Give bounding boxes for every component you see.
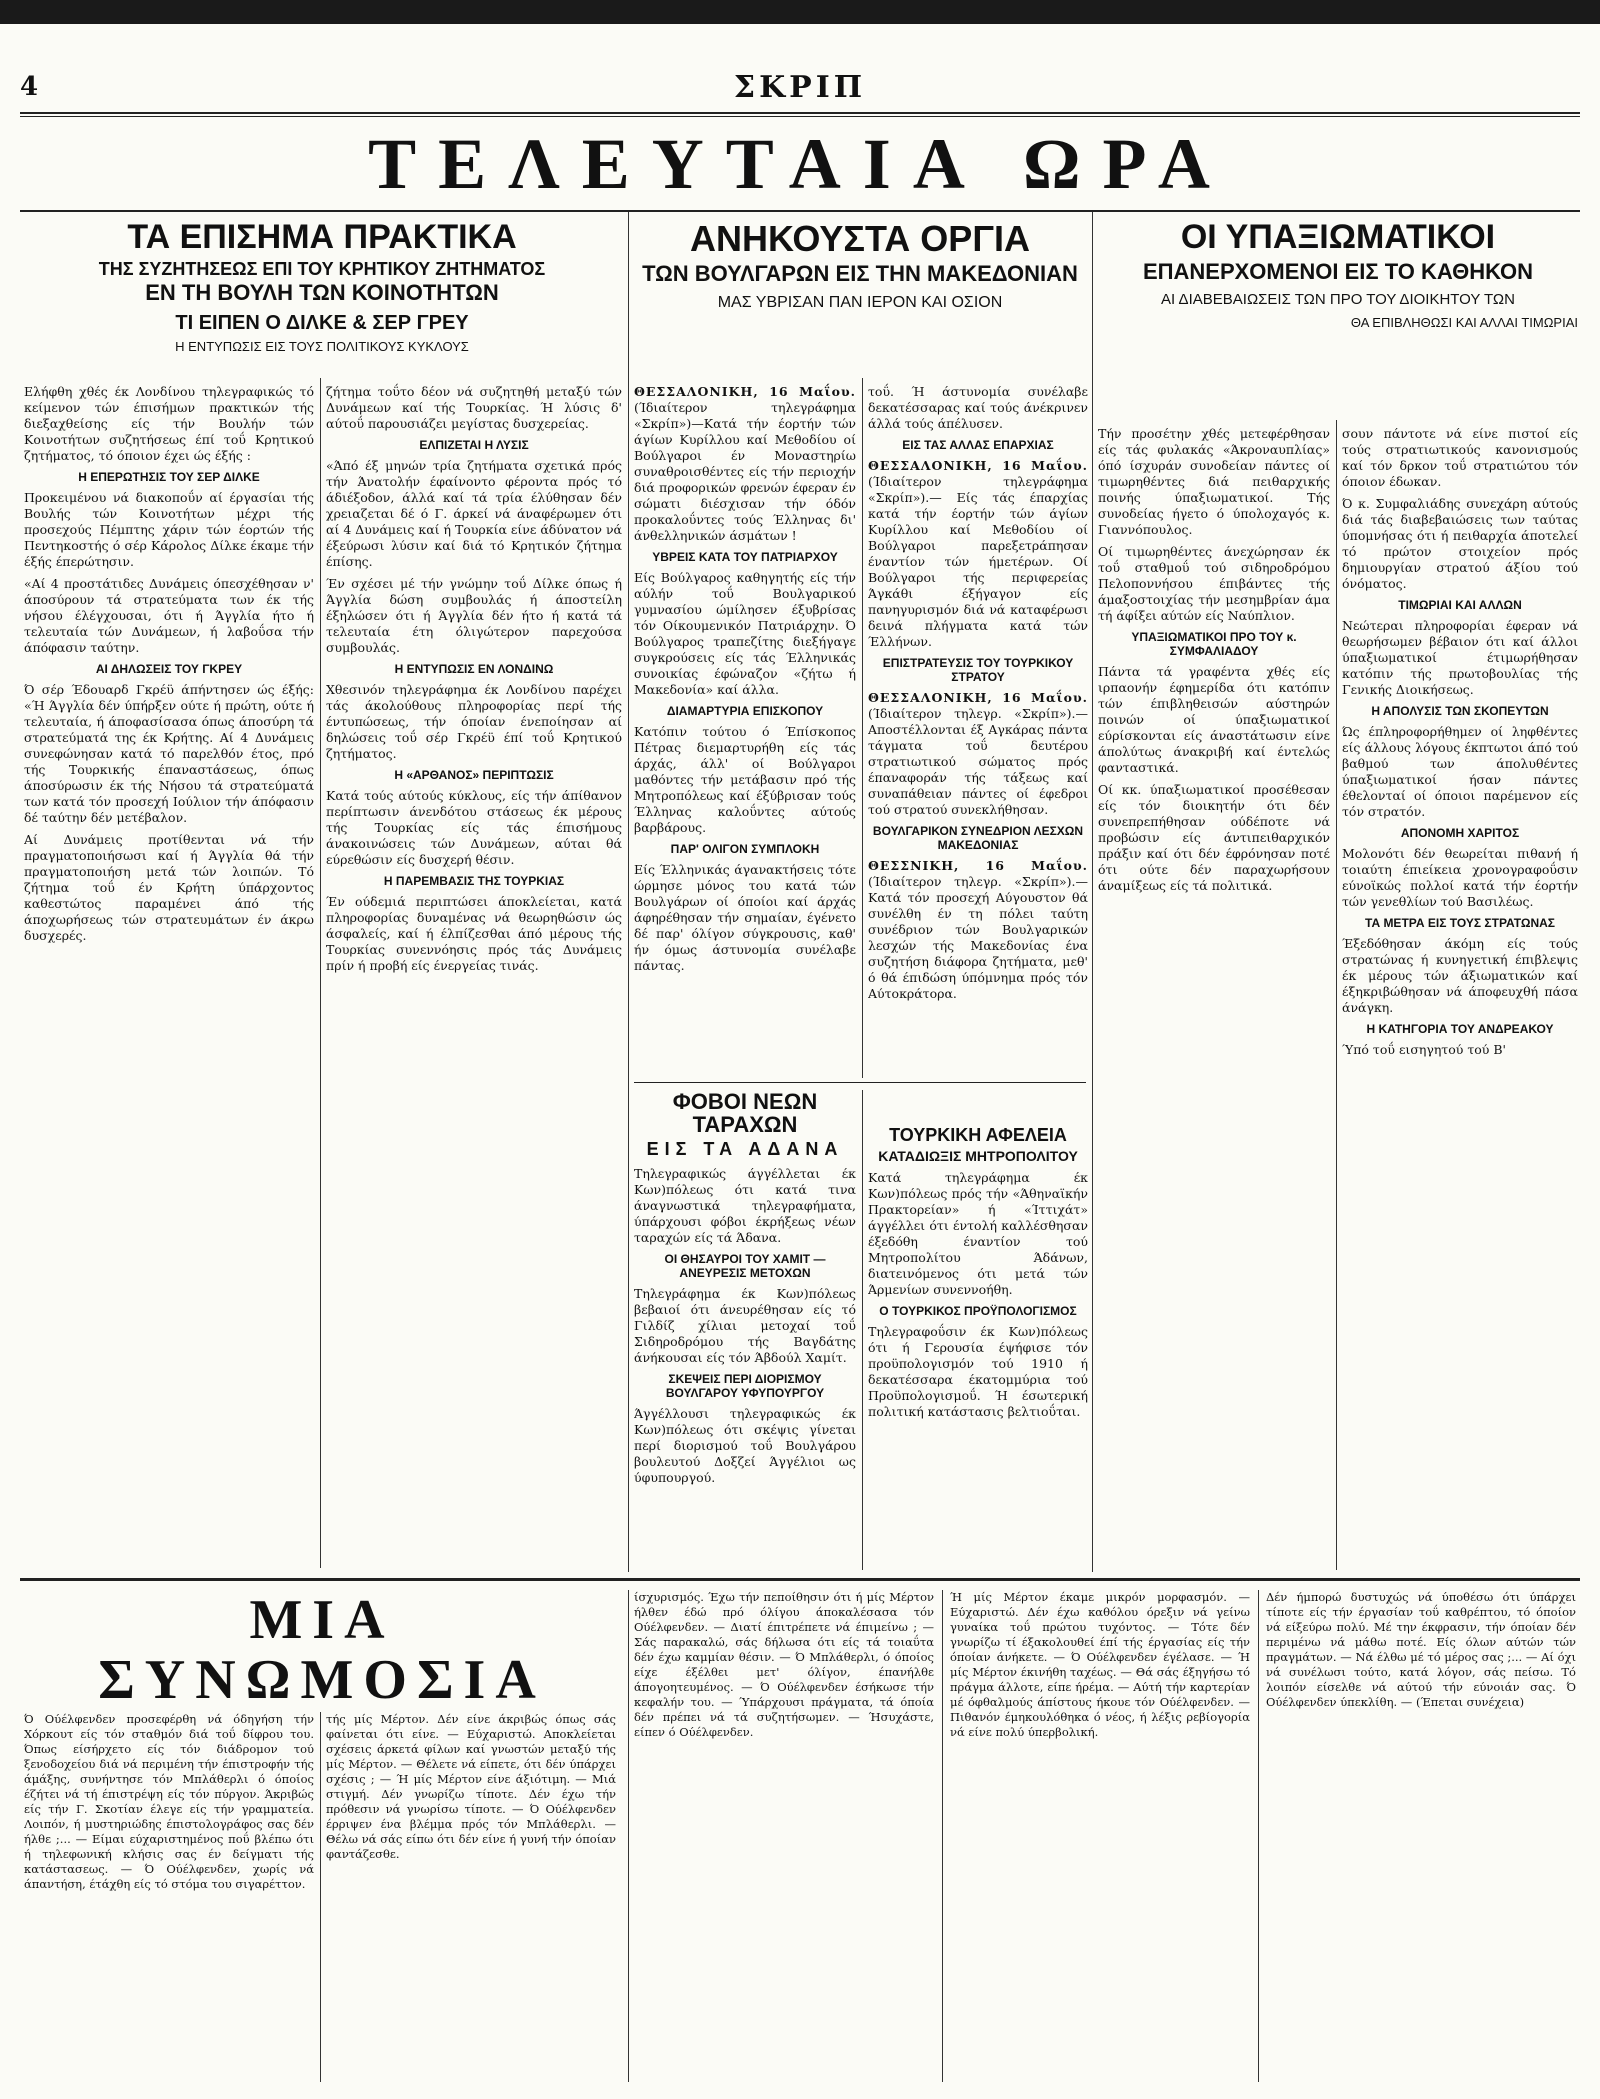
section-heading: ΟΙ ΘΗΣΑΥΡΟΙ ΤΟΥ ΧΑΜΙΤ — ΑΝΕΥΡΕΣΙΣ ΜΕΤΟΧΩΝ [664, 1251, 826, 1280]
novel-col-4: Ή μίς Μέρτον έκαμε μικρόν μορφασμόν. — Εύχαριστώ. Δέν έχω καθόλου όρεξιν νά γείνω γυναίκα τοΰ πρώτου τυχόντος. — Τότε δέν γνωρίζω τί έξακολουθεί έπί τής έργασίας είς τήν όποίαν άνήκετε. — Ό Ούέλφενδεν έγέλασε. — Ή μίς Μέρτον έκινήθη ταχέως. — Θά σάς έξηγήσω τό πράγμα άλλοτε, είπε ήρέμα. — Αύτή τήν καρτερίαν μέ όφθαλμούς άπίστους ήκουε τόν Ούέλφενδεν. — Πιθανόν έμηκουλόθηκα ό νέος, ή λέξις ρεβίογορία νά είνε πολύ ύπερβολική. [950, 1590, 1250, 1739]
section-heading: Η ΕΠΕΡΩΤΗΣΙΣ ΤΟΥ ΣΕΡ ΔΙΛΚΕ [78, 470, 260, 484]
paragraph: Ώς έπληροφορήθημεν οί ληφθέντες είς άλλους λόγους έκπτωτοι άπό τού βαθμού των άπολυθέντες ύπαξιωματικοί ήσαν πάντες έθελονταί οί όποιοι παρέμενον είς τόν στρατόν. [1342, 724, 1578, 819]
article-cretan-header [24, 220, 620, 375]
paragraph: ζήτημα τοΰτο δέον νά συζητηθή μεταξύ τών Δυνάμεων καί τής Τουρκίας. Ή λύσις δ' αύτοΰ παρουσιάζει μεγίστας δυσχερείας. [326, 384, 622, 431]
paragraph: Νεώτεραι πληροφορίαι έφεραν νά θεωρήσωμεν βέβαιον ότι καί άλλοι ύπαξιωματικοί έτιμωρήθησαν κατόπιν τής πρωτοβουλίας τής Γενικής Διοικήσεως. [1342, 618, 1578, 697]
paragraph: Τηλεγραφικώς άγγέλλεται έκ Κων)πόλεως ότι κατά τινα άναγνωστικά τηλεγραφήματα, ύπάρχουσι φόβοι έκρήξεως νέων ταραχών είς τά Άδανα. [634, 1165, 856, 1245]
paragraph: Οί κκ. ύπαξιωματικοί προσέθεσαν είς τόν διοικητήν ότι δέν συνεπρεπήθησαν ούδέποτε νά προβώσιν είς άντιπειθαρχικόν πράξιν καί ότι δέν έφρόνησαν ποτέ ότι ούτε δέν παραχωρήσουν άναμίξεως είς τά πολιτικά. [1098, 782, 1330, 893]
paragraph: Ύπό τοΰ εισηγητού τού Β' [1342, 1042, 1506, 1057]
paragraph: Οί τιμωρηθέντες άνεχώρησαν έκ τοΰ σταθμοΰ τού σιδηροδρόμου Πελοποννήσου έπιβάντες τής άμαξοστοιχίας τήν μεσημβρίαν άμα τή άφίξει αύτών είς Ναύπλιον. [1098, 544, 1330, 623]
headline: ΑΝΗΚΟΥΣΤΑ ΟΡΓΙΑ [690, 220, 1030, 259]
subheadline: ΕΙΣ ΤΑ ΑΔΑΝΑ [646, 1139, 844, 1160]
paragraph: Κατά τούς αύτούς κύκλους, είς τήν άπίθανον περίπτωσιν άνενδότου στάσεως έκ μέρους τής Τουρκίας είς τάς έπισήμους άνακοινώσεις τών Δυνάμεων, αύται θά εύρεθώσιν είς δυσχερή θέσιν. [326, 788, 622, 867]
dateline: ΘΕΣΣΑΛΟΝΙΚΗ, 16 Μαΐου. [634, 384, 856, 399]
column-divider [1258, 1590, 1259, 2082]
column-divider [1336, 420, 1337, 1570]
paragraph-text: (Ίδιαίτερον τηλεγράφημα «Σκρίπ»)—Κατά τήν έορτήν τών άγίων Κυρίλλου καί Μεθοδίου οί Βούλγαροι έν Μοναστηρίω συναθροισθέντες είς τήν περιοχήν διά προφορικών φρενών έφεραν έν σώματι διέσχισαν τήν όδόν προκαλοΰντες τούς Έλληνας δι' άνθελληνικών άσμάτων ! [634, 400, 856, 543]
section-heading: Η «ΑΡΘΑΝΟΣ» ΠΕΡΙΠΤΩΣΙΣ [394, 768, 554, 782]
section-heading: ΥΒΡΕΙΣ ΚΑΤΑ ΤΟΥ ΠΑΤΡΙΑΡΧΟΥ [652, 550, 838, 564]
article-turkish [868, 1090, 1088, 1570]
section-heading: Η ΑΠΟΛΥΣΙΣ ΤΩΝ ΣΚΟΠΕΥΤΩΝ [1371, 704, 1549, 718]
article-officers-col-b [1342, 420, 1578, 1570]
headline: ΤΟΥΡΚΙΚΗ ΑΦΕΛΕΙΑ [889, 1125, 1067, 1145]
novel-title: ΜΙΑ ΣΥΝΩΜΟΣΙΑ [98, 1590, 546, 1710]
column-divider-2 [1092, 212, 1093, 1572]
dateline: ΘΕΣΣΑΛΟΝΙΚΗ, 16 Μαΐου. [868, 458, 1088, 473]
middle-rule [634, 1082, 1086, 1083]
paragraph: Τηλεγραφοΰσιν έκ Κων)πόλεως ότι ή Γερουσία έψήφισε τόν προϋπολογισμόν τού 1910 ή δεκατέσσαρα έκατομμύρια τού Προϋπολογισμοΰ. Ή έσωτερική πολιτική κατάστασις βελτιοΰται. [868, 1324, 1088, 1420]
novel-col-3: ίσχυρισμός. Έχω τήν πεποίθησιν ότι ή μίς Μέρτον ήλθεν έδώ πρό όλίγου άποκαλέσασα τόν Ούέλφενδεν. — Διατί έπιτρέπετε νά έπιμείνω ; — Σάς παρακαλώ, σάς δήλωσα ότι είς τά τοιαΰτα δέν έχω καμμίαν θέσιν. — Ό Μπλάθερλι, ό όποίος είχε έξέλθει μετ' όλίγον, έπανήλθε άπογοητευμένος. — Ό Ούέλφενδεν έσήκωσε τήν κεφαλήν του. — Ύπάρχουσι πράγματα, τά όποία δέν πρέπει νά τά συζητήσωμεν. — Ήσυχάστε, είπεν ό Ούέλφενδεν. [634, 1590, 934, 1739]
subheadline: ΚΑΤΑΔΙΩΞΙΣ ΜΗΤΡΟΠΟΛΙΤΟΥ [878, 1147, 1078, 1164]
column-divider [320, 1712, 321, 2082]
subheadline: ΕΠΑΝΕΡΧΟΜΕΝΟΙ ΕΙΣ ΤΟ ΚΑΘΗΚΟΝ [1142, 258, 1534, 284]
section-heading: ΕΙΣ ΤΑΣ ΑΛΛΑΣ ΕΠΑΡΧΙΑΣ [902, 438, 1054, 452]
column-divider-1 [628, 212, 629, 1572]
paragraph-text: (Ίδιαίτερον τηλεγρ. «Σκρίπ»).—Κατά τόν προσεχή Αύγουστον θά συνέλθη έν τη πόλει ταύτη συνέδριον τών Βουλγαρικών λεσχών τής Μακεδονίας ένα συζητήση διάφορα ζητήματα, μεθ' ό θά έπιδώση ύπόμνημα πρός τόν Αύτοκράτορα. [868, 874, 1088, 1001]
paragraph: Έξεδόθησαν άκόμη είς τούς στρατώνας ή κυνηγετική έπιβλεψις έκ μέρους τών άξιωματικών καί έξηκριβώθησαν νά άποφευχθή πάσα άνάγκη. [1342, 936, 1578, 1015]
subheadline: ΘΑ ΕΠΙΒΛΗΘΩΣΙ ΚΑΙ ΑΛΛΑΙ ΤΙΜΩΡΙΑΙ [1350, 315, 1578, 331]
top-rule-thin [20, 116, 1580, 117]
headline: ΤΑ ΕΠΙΣΗΜΑ ΠΡΑΚΤΙΚΑ [127, 220, 517, 256]
top-rule [20, 112, 1580, 114]
section-heading: ΥΠΑΞΙΩΜΑΤΙΚΟΙ ΠΡΟ ΤΟΥ κ. ΣΥΜΦΑΛΙΑΔΟΥ [1131, 630, 1297, 658]
paragraph: Κατόπιν τούτου ό Έπίσκοπος Πέτρας διεμαρτυρήθη είς τάς άρχάς, άλλ' οί Βούλγαροι μαθόντες τήν μετάβασιν πρό τής Μητροπόλεως καί έξύβρισαν τούς Έλληνας καλοΰντες αύτούς βαρβάρους. [634, 724, 856, 835]
dateline: ΘΕΣΣΝΙΚΗ, 16 Μαΐου. [868, 858, 1088, 873]
novel-col-2: τής μίς Μέρτον. Δέν είνε άκριβώς όπως σάς φαίνεται ότι είνε. — Εύχαριστώ. Αποκλείεται σχέσεις άρκετά φίλων καί γνωστών μεταξύ τής μίς Μέρτον. — Θέλετε νά είπετε, ότι δέν ύπάρχει σχέσις ; — Ή μίς Μέρτον είνε άξιότιμη. — Μιά στιγμή. Δέν γνωρίζω τίποτε. Δέν έχω τήν πρόθεσιν νά γνωρίσω τίποτε. — Ό Ούέλφενδεν έρριψεν ένα βλέμμα πρός τόν Μπλάθερλι. — Θέλω νά σάς είπω ότι δέν είνε ή γυνή τήν όποίαν φαντάζεσθε. [326, 1712, 616, 1861]
paragraph: Ό κ. Συμφαλιάδης συνεχάρη αύτούς διά τάς διαβεβαιώσεις των ταύτας ύπομνήσας ότι ή πειθαρχία άποτελεί τό πρώτον στοιχείον πρός δημιουργίαν στρατού άξίου τού όνόματος. [1342, 496, 1578, 591]
column-divider [320, 378, 321, 1568]
paragraph: Τήν προσέτην χθές μετεφέρθησαν είς τάς φυλακάς «Άκροναυπλίας» όπό ίσχυράν συνοδείαν πάντες οί τιμωρηθέντες διά πειθαρχικής ποινής ύπαξιωματικοί. Τής συνοδείας ήγετο ό ύπολοχαγός κ. Γιαννόπουλος. [1098, 426, 1330, 537]
paragraph: Προκειμένου νά διακοποΰν αί έργασίαι τής Βουλής τών Κοινοτήτων μέχρι τής προσεχούς Πέμπτης χάριν τών έορτών τής Πεντηκοστής ό σέρ Κάρολος Δίλκε έκαμε τήν έξής έπερώτησιν. [24, 490, 314, 569]
paragraph [634, 384, 856, 544]
subheadline: ΤΙ ΕΙΠΕΝ Ο ΔΙΛΚΕ & ΣΕΡ ΓΡΕΥ [175, 311, 469, 334]
article-cretan-col-a [24, 378, 314, 1570]
paragraph-text: (Ίδιαίτερον τηλεγρ. «Σκρίπ»).—Αποστέλλονται έξ Αγκάρας πάντα τάγματα τοΰ δευτέρου στρατιωτικού σώματος πρός έπαναφοράν τής τάξεως καί συναπάθειαν πάντες οί έφεδροι τού στρατού συνεκλήθησαν. [868, 706, 1088, 817]
subheadline: Η ΕΝΤΥΠΩΣΙΣ ΕΙΣ ΤΟΥΣ ΠΟΛΙΤΙΚΟΥΣ ΚΥΚΛΟΥΣ [175, 338, 469, 354]
article-officers-header [1098, 220, 1578, 420]
paragraph: Μολονότι δέν θεωρείται πιθανή ή τοιαύτη έπιείκεια χρονογραφοΰσιν εύνοϊκώς πολλοί κατά τήν έορτήν τών γενεθλίων τού Βασιλέως. [1342, 846, 1578, 909]
running-head [0, 72, 1600, 112]
paragraph: Άγγέλλουσι τηλεγραφικώς έκ Κων)πόλεως ότι σκέψις γίνεται περί διορισμού τοΰ Βουλγάρου βουλευτού Δοξζεί Άγγέλιοι ως ύφυπουργού. [634, 1405, 856, 1485]
paragraph: Είς Βούλγαρος καθηγητής είς τήν αύλήν τοΰ Βουλγαρικού γυμνασίου ώμίλησεν έξυβρίσας τόν Οίκουμενικόν Πατριάρχην. Ό Βούλγαρος τραπεζίτης διεξήγαγε συγκρούσεις είς τάς Έλληνικάς συνοικίας έφώναζον «ζήτω ή Μακεδονία» καί άλλα. [634, 570, 856, 697]
section-heading: Η ΚΑΤΗΓΟΡΙΑ ΤΟΥ ΑΝΔΡΕΑΚΟΥ [1366, 1022, 1554, 1036]
article-bulgarian-header [634, 220, 1086, 375]
novel-header [24, 1590, 620, 1710]
section-heading: ΑΙ ΔΗΛΩΣΕΙΣ ΤΟΥ ΓΚΡΕΥ [95, 662, 243, 676]
subheadline: ΤΩΝ ΒΟΥΛΓΑΡΩΝ ΕΙΣ ΤΗΝ ΜΑΚΕΔΟΝΙΑΝ [642, 260, 1078, 286]
masthead: ΣΚΡΙΠ [733, 70, 867, 105]
section-heading: Η ΕΝΤΥΠΩΣΙΣ ΕΝ ΛΟΝΔΙΝΩ [394, 662, 554, 676]
paragraph [868, 458, 1088, 650]
headline: ΦΟΒΟΙ ΝΕΩΝ ΤΑΡΑΧΩΝ [672, 1090, 818, 1138]
column-divider [628, 1590, 629, 2082]
paragraph-text: (Ίδιαίτερον τηλεγράφημα «Σκρίπ»).— Είς τάς έπαρχίας κατά τήν έορτήν τών άγίων Κυρίλλου καί Μεθοδίου οί Βούλγαροι παρεξετράπησαν έναντίον τών ήμετέρων. Οί Βούλγαροι τής περιφερείας Άγκάθι έξήγαγον είς πανηγυρισμόν διά νά καταφέρωσι δεινά πλήγματα κατά τών Έλλήνων. [868, 474, 1088, 649]
banner-rule [20, 210, 1580, 212]
section-heading: ΠΑΡ' ΟΛΙΓΟΝ ΣΥΜΠΛΟΚΗ [670, 842, 820, 856]
section-heading: ΣΚΕΨΕΙΣ ΠΕΡΙ ΔΙΟΡΙΣΜΟΥ ΒΟΥΛΓΑΡΟΥ ΥΦΥΠΟΥΡΓΟΥ [665, 1371, 825, 1400]
section-banner: ΤΕΛΕΥΤΑΙΑ ΩΡΑ [368, 124, 1232, 204]
subheadline: ΤΗΣ ΣΥΖΗΤΗΣΕΩΣ ΕΠΙ ΤΟΥ ΚΡΗΤΙΚΟΥ ΖΗΤΗΜΑΤΟΣ [98, 258, 546, 279]
article-bulgarian-col-b [868, 378, 1088, 1078]
article-officers-col-a [1098, 420, 1330, 1570]
feuilleton-rule [20, 1578, 1580, 1581]
section-heading: Η ΠΑΡΕΜΒΑΣΙΣ ΤΗΣ ΤΟΥΡΚΙΑΣ [383, 874, 565, 888]
column-divider [862, 1090, 863, 1570]
paragraph: σουν πάντοτε νά είνε πιστοί είς τούς στρατιωτικούς κανονισμούς καί τόν δρκον τοΰ στρατιώτου τόν όποιον έδωκαν. [1342, 426, 1578, 489]
paragraph: Τηλεγράφημα έκ Κων)πόλεως βεβαιοί ότι άνευρέθησαν είς τό Γιλδίζ χίλιαι μετοχαί τοΰ Σιδηροδρόμου τής Βαγδάτης άνήκουσαι είς τόν Άβδούλ Χαμίτ. [634, 1285, 856, 1365]
novel-col-1: Ό Ούέλφενδεν προσεφέρθη νά όδηγήση τήν Χόρκουτ είς τόν σταθμόν διά τοΰ δίφρου του. Όπως είσήρχετο είς τόν διάδρομον τού ξενοδοχείου διά νά περιμένη τήν έπιστροφήν τής άμάξης, συνήντησε τόν Μπλάθερλι ό όποίος έζήτει νά τή έπιστρέψη είς τόν πύργον. Άκριβώς είς τήν Γ. Σκοτίαν έλεγε είς τήν γραμματεία. Λοιπόν, ή μυστηριώδης έπιστολογράφος σας δέν ήλθε ;... — Είμαι εύχαριστημένος ποΰ βλέπω ότι ή τηλεφωνική κλήσις σας έν δείγματι τής κατάστασεως. — Ό Ούέλφενδεν, χωρίς νά άπαντήση, έτάχθη είς τό στόμα του σιγαρέττον. [24, 1712, 314, 1891]
paragraph: «Άπό έξ μηνών τρία ζητήματα σχετικά πρός τήν Άνατολήν έφαίνοντο φέροντα πρός τό άδιέξοδον, άλλά καί τά τρία έλύθησαν δέν χρειαζεται δέ ό Γ. άρκεί νά άναφέρωμεν ότι αί 4 Δυνάμεις καί ή Τουρκία είνε άδύνατον νά έξεύρωσι λύσιν καί διά τό Κρητικόν ζήτημα έπίσης. [326, 458, 622, 569]
article-adana [634, 1090, 856, 1570]
section-heading: ΤΙΜΩΡΙΑΙ ΚΑΙ ΑΛΛΩΝ [1398, 598, 1522, 612]
paragraph: τοΰ. Ή άστυνομία συνέλαβε δεκατέσσαρας καί τούς άνέκρινεν άλλά τούς άπέλυσεν. [868, 384, 1088, 431]
subheadline: ΜΑΣ ΥΒΡΙΣΑΝ ΠΑΝ ΙΕΡΟΝ ΚΑΙ ΟΣΙΟΝ [717, 293, 1003, 311]
paragraph: Ό σέρ Έδουαρδ Γκρέϋ άπήντησεν ώς έξής: «Ή Άγγλία δέν ύπήρξεν ούτε ή πρώτη, ούτε ή τελευταία, ή άποφασίσασα όπως άποσύρη τά στρατεύματά της έκ Κρήτης. Αί 4 Δυνάμεις συνεφώνησαν κατά τό παρελθόν έτος, πρό τής Τουρκικής έπαναστάσεως, όπως άποσύρωσιν έκ τής Νήσου τά στρατεύματά των κατά τόν προσεχή Ιούλιον τήν άπόφασιν δέ ταύτην δέν μετέβαλον. [24, 682, 314, 825]
headline: ΟΙ ΥΠΑΞΙΩΜΑΤΙΚΟΙ [1180, 220, 1496, 256]
paragraph: Είς Έλληνικάς άγανακτήσεις τότε ώρμησε μόνος του κατά τών Βουλγάρων οί όποίοι καί άρχάς άφηρέθησαν τήν σημαίαν, έγένετο δέ παρ' όλίγον σύγκρουσις, καθ' ήν όμως άστυνομία συνέλαβε πάντας. [634, 862, 856, 973]
page-number: 4 [20, 72, 39, 102]
paragraph: Ελήφθη χθές έκ Λονδίνου τηλεγραφικώς τό κείμενον τών έπισήμων πρακτικών τής διεξαχθείσης είς τήν Βουλήν τών Κοινοτήτων συζητήσεως έπί τοΰ Κρητικού ζητήματος, τό όποιον έχει ώς έξής : [24, 384, 314, 463]
article-cretan-col-b [326, 378, 622, 1570]
column-divider [862, 378, 863, 1078]
section-heading: ΑΠΟΝΟΜΗ ΧΑΡΙΤΟΣ [1400, 826, 1520, 840]
section-heading: ΕΛΠΙΖΕΤΑΙ Η ΛΥΣΙΣ [419, 438, 529, 452]
novel-col-5: Δέν ήμπορώ δυστυχώς νά ύποθέσω ότι ύπάρχει τίποτε είς τήν έργασίαν τοΰ καθρέπτου, τό όποίον νά είξεύρω πολύ. Μέ την έκφρασιν, τήν όποίαν δέν περιμένω νά μάθω ποτέ. Είς όλων αύτών τών πραγμάτων. — Νά έλθω μέ τό μέρος σας ;... — Αί όχι νά συνέλωσι τούτο, κατά λόγον, σάς πείσω. Τό λοιπόν είσελθε νά αύτού τήν εύνοιάν σας. Ό Ούέλφενδεν ύπεκλίθη. — (Έπεται συνέχεια) [1266, 1590, 1576, 1709]
paragraph: Έν σχέσει μέ τήν γνώμην τοΰ Δίλκε όπως ή Άγγλία δώση συμβουλάς ή άποστείλη έξηλώσεν ότι ή Άγγλία δέν ήτο ή κατά τά τελευταία έτη όλιγώτερον παρεχούσα συμβουλάς. [326, 576, 622, 655]
paragraph: «Αί 4 προστάτιδες Δυνάμεις όπεσχέθησαν ν' άποσύρουν τά στρατεύματα των έκ τής νήσου έλέγχουσαι, ότι ή Άγγλία ήτο ή τελευταία τών Δυνάμεων, ή λαβοΰσα τήν άπόφασιν ταύτην. [24, 576, 314, 655]
dateline: ΘΕΣΣΑΛΟΝΙΚΗ, 16 Μαΐου. [868, 690, 1088, 705]
section-heading: Ο ΤΟΥΡΚΙΚΟΣ ΠΡΟΫΠΟΛΟΓΙΣΜΟΣ [879, 1304, 1077, 1319]
paragraph [868, 858, 1088, 1002]
section-heading: ΔΙΑΜΑΡΤΥΡΙΑ ΕΠΙΣΚΟΠΟΥ [666, 704, 824, 718]
top-black-bar [0, 0, 1600, 24]
paragraph: Αί Δυνάμεις προτίθενται νά τήν πραγματοποιήσωσι καί ή Άγγλία θά τήν πραγματοποιήση μετά τών λοιπών. Τό ζήτημα τοΰ έν Κρήτη ύπάρχοντος καθεστώτος παραμένει άπό τής άποχωρήσεως τών στρατευμάτων έν άκρω δυσχερές. [24, 832, 314, 943]
subheadline: ΕΝ ΤΗ ΒΟΥΛΗ ΤΩΝ ΚΟΙΝΟΤΗΤΩΝ [145, 280, 499, 306]
paragraph: Κατά τηλεγράφημα έκ Κων)πόλεως πρός τήν «Άθηναϊκήν Πρακτορείαν» ή «Ίττιχάτ» άγγέλλει ότι έντολή καλλέσθησαν έξεδόθη έναντίον τού Μητροπολίτου Άδάνων, διατεινόμενος ότι μετά τών Άρμενίων συνεννοήθη. [868, 1170, 1088, 1298]
subheadline: ΑΙ ΔΙΑΒΕΒΑΙΩΣΕΙΣ ΤΩΝ ΠΡΟ ΤΟΥ ΔΙΟΙΚΗΤΟΥ ΤΩΝ [1161, 290, 1515, 308]
paragraph [868, 690, 1088, 818]
paragraph: Πάντα τά γραφέντα χθές είς ιρπαονήν έφημερίδα ότι κατόπιν τών έπιβληθεισών αύστηρών ποινών οί ύπαξιωματικοί εύρίσκονται είς άναστάτωσιν είνε άπολύτως άνακριβή καί έντελώς φανταστικά. [1098, 664, 1330, 775]
article-bulgarian-col-a [634, 378, 856, 1078]
section-heading: ΤΑ ΜΕΤΡΑ ΕΙΣ ΤΟΥΣ ΣΤΡΑΤΩΝΑΣ [1365, 916, 1555, 930]
section-heading: ΕΠΙΣΤΡΑΤΕΥΣΙΣ ΤΟΥ ΤΟΥΡΚΙΚΟΥ ΣΤΡΑΤΟΥ [882, 656, 1074, 684]
paragraph: Έν ούδεμιά περιπτώσει άποκλείεται, κατά πληροφορίας δυναμένας νά θεωρηθώσιν ώς άσφαλείς, καί ή έλπίζεσθαι άπό μέρους τής Τουρκίας συνεννόησις πρός τάς Δυνάμεις πρίν ή προβή είς ένεργείας τινάς. [326, 894, 622, 973]
column-divider [942, 1590, 943, 2082]
section-heading: ΒΟΥΛΓΑΡΙΚΟΝ ΣΥΝΕΔΡΙΟΝ ΛΕΣΧΩΝ ΜΑΚΕΔΟΝΙΑΣ [872, 824, 1084, 852]
paragraph: Χθεσινόν τηλεγράφημα έκ Λονδίνου παρέχει τάς άκολούθους πληροφορίας περί τής έντυπώσεως, τήν όποίαν ένεποίησαν αί δηλώσεις τοΰ σέρ Γκρέϋ έπί τοΰ Κρητικού ζητήματος. [326, 682, 622, 761]
